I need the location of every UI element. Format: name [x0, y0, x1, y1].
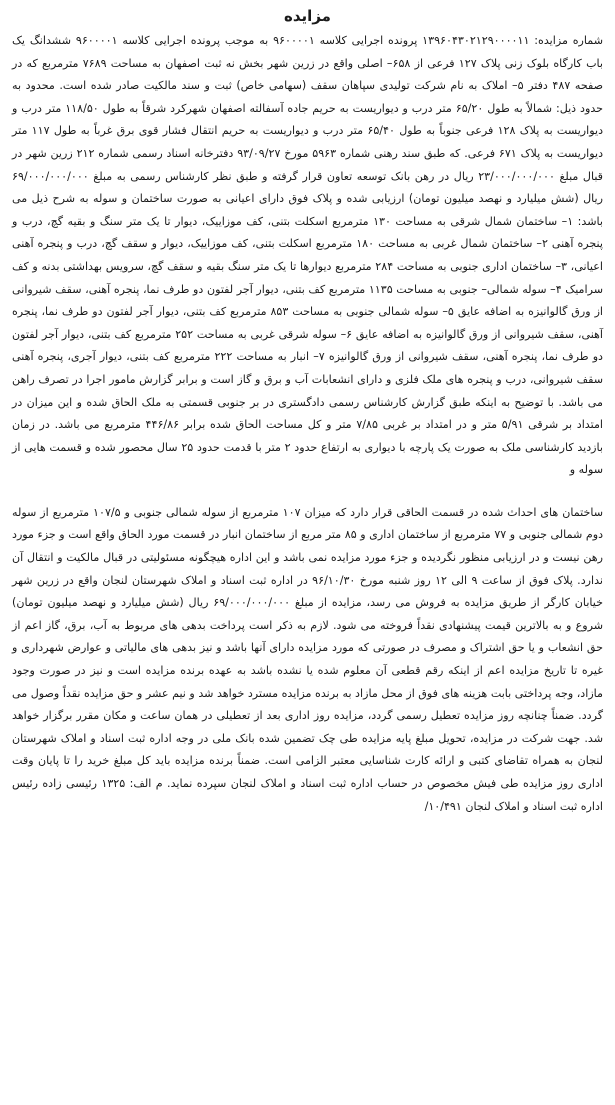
notice-paragraph-1: شماره مزایده: ۱۳۹۶۰۴۳۰۲۱۲۹۰۰۰۰۱۱ پرونده اجرایی کلاسه ۹۶۰۰۰۰۱ به موجب پرونده اجرایی کلاسه ۹۶۰۰۰۰۱ ششدانگ یک باب کارگاه بلوک زنی پلاک ۱۲۷ فرعی از ۶۵۸– اصلی واقع در زرین شهر بخش نه ثبت اصفهان به مساحت ۷۶۸۹ مترمربع که در صفحه ۴۸۷ دفتر ۵– املاک به نام شرکت تولیدی سپاهان سقف (سهامی خاص) ثبت و سند مالکیت صادر شده است. محدود به حدود ذیل: شمالاً به طول ۶۵/۲۰ متر درب و دیواریست به حریم جاده آسفالته اصفهان شهرکرد شرقاً به طول ۱۱۸/۵۰ متر درب و دیواریست به پلاک ۱۲۸ فرعی جنوباً به طول ۶۵/۴۰ متر درب و دیواریست به حریم انتقال فشار قوی برق غرباً به طول ۱۱۷ متر دیواریست به پلاک ۶۷۱ فرعی. که طبق سند رهنی شماره ۵۹۶۳ مورخ ۹۳/۰۹/۲۷ دفترخانه اسناد رسمی شماره ۲۱۲ زرین شهر در قبال مبلغ ۲۳/۰۰۰/۰۰۰/۰۰۰ ریال در رهن بانک توسعه تعاون قرار گرفته و طبق نظر کارشناس رسمی به مبلغ ۶۹/۰۰۰/۰۰۰/۰۰۰ ریال (شش میلیارد و نهصد میلیون تومان) ارزیابی شده و پلاک فوق دارای اعیانی به صورت ساختمان و سوله به شرح ذیل می باشد: ۱– ساختمان شمال شرقی به مساحت ۱۳۰ مترمربع اسکلت بتنی، کف موزاییک، دیوار تا یک متر سنگ و بقیه گچ، درب و پنجره آهنی ۲– ساختمان شمال غربی به مساحت ۱۸۰ مترمربع اسکلت بتنی، کف موزاییک، دیوار و سقف گچ، درب و پنجره آهنی اعیانی، ۳– ساختمان اداری جنوبی به مساحت ۲۸۴ مترمربع دیوارها تا یک متر سنگ بقیه و سقف گچ، سرویس بهداشتی بدنه و کف سرامیک ۴– سوله شمالی– جنوبی به مساحت ۱۱۳۵ مترمربع کف بتنی، دیوار آجر لفتون دو طرف نما، پنجره آهنی، سقف شیروانی از ورق گالوانیزه به اضافه عایق ۵– سوله شمالی جنوبی به مساحت ۸۵۳ مترمربع کف بتنی، دیوار آجر لفتون دو طرف نما، پنجره آهنی، سقف شیروانی از ورق گالوانیزه به اضافه عایق ۶– سوله شرقی غربی به مساحت ۲۵۲ مترمربع کف بتنی، دیوار آجر لفتون دو طرف نما، پنجره آهنی، سقف شیروانی از ورق گالوانیزه ۷– انبار به مساحت ۲۲۲ مترمربع کف بتنی، دیوار آجری، پنجره آهنی سقف شیروانی، درب و پنجره های ملک فلزی و دارای انشعابات آب و برق و گاز است و برابر گزارش مامور اجرا در تصرف راهن می باشد. با توضیح به اینکه طبق گزارش کارشناس رسمی دادگستری در بر جنوبی قسمتی به ملک الحاق شده و این میزان در امتداد بر شرقی ۵/۹۱ متر و در امتداد بر غربی ۷/۸۵ متر و کل مساحت الحاق شده برابر ۴۴۶/۸۶ مترمربع می باشد. در زمان بازدید کارشناسی ملک به صورت یک پارچه با دیواری به ارتفاع حدود ۲ متر با قدمت حدود ۲۵ سال محصور شده و قسمت هایی از سوله و	[12, 34, 604, 477]
notice-title: مزایده	[284, 7, 331, 25]
paragraph-gap	[12, 482, 603, 502]
notice-paragraph-2: ساختمان های احداث شده در قسمت الحاقی قرار دارد که میزان ۱۰۷ مترمربع از سوله شمالی جنوبی و ۱۰۷/۵ مترمربع از سوله دوم شمالی جنوبی و ۷۷ مترمربع از ساختمان اداری و ۸۵ متر مربع از ساختمان انبار در قسمت مورد الحاق واقع است و جزء مورد رهن نیست و در ارزیابی منظور نگردیده و جزء مورد مزایده نمی باشد و این اداره هیچگونه مسئولیتی در قبال مالکیت و انتقال آن ندارد. پلاک فوق از ساعت ۹ الی ۱۲ روز شنبه مورخ ۹۶/۱۰/۳۰ در اداره ثبت اسناد و املاک شهرستان لنجان واقع در زرین شهر خیابان کارگر از طریق مزایده به فروش می رسد، مزایده از مبلغ ۶۹/۰۰۰/۰۰۰/۰۰۰ ریال (شش میلیارد و نهصد میلیون تومان) شروع و به بالاترین قیمت پیشنهادی نقداً فروخته می شود. لازم به ذکر است پرداخت بدهی های مربوط به آب، برق، گاز اعم از حق انشعاب و یا حق اشتراک و مصرف در صورتی که مورد مزایده دارای آنها باشد و نیز بدهی های مالیاتی و عوارض شهرداری و غیره تا تاریخ مزایده اعم از اینکه رقم قطعی آن معلوم شده یا نشده باشد به عهده برنده مزایده است و نیز در صورت وجود مازاد، وجه پرداختی بابت هزینه های فوق از محل مازاد به برنده مزایده مسترد خواهد شد و نیم عشر و حق مزایده نقداً وصول می گردد. ضمناً چنانچه روز مزایده تعطیل رسمی گردد، مزایده روز اداری بعد از تعطیلی در همان ساعت و مکان مقرر برگزار خواهد شد. جهت شرکت در مزایده، تحویل مبلغ پایه مزایده طی چک تضمین شده بانک ملی در وجه اداره ثبت اسناد و املاک شهرستان لنجان به همراه تقاضای کتبی و ارائه کارت شناسایی معتبر الزامی است. ضمناً برنده مزایده باید کل مبلغ خرید را تا پایان وقت اداری روز مزایده طی فیش مخصوص در حساب اداره ثبت اسناد و املاک لنجان سپرده نماید. م الف: ۱۳۲۵ رئیسی زاده رئیس اداره ثبت اسناد و املاک لنجان ۱۰/۴۹۱/	[12, 505, 604, 813]
